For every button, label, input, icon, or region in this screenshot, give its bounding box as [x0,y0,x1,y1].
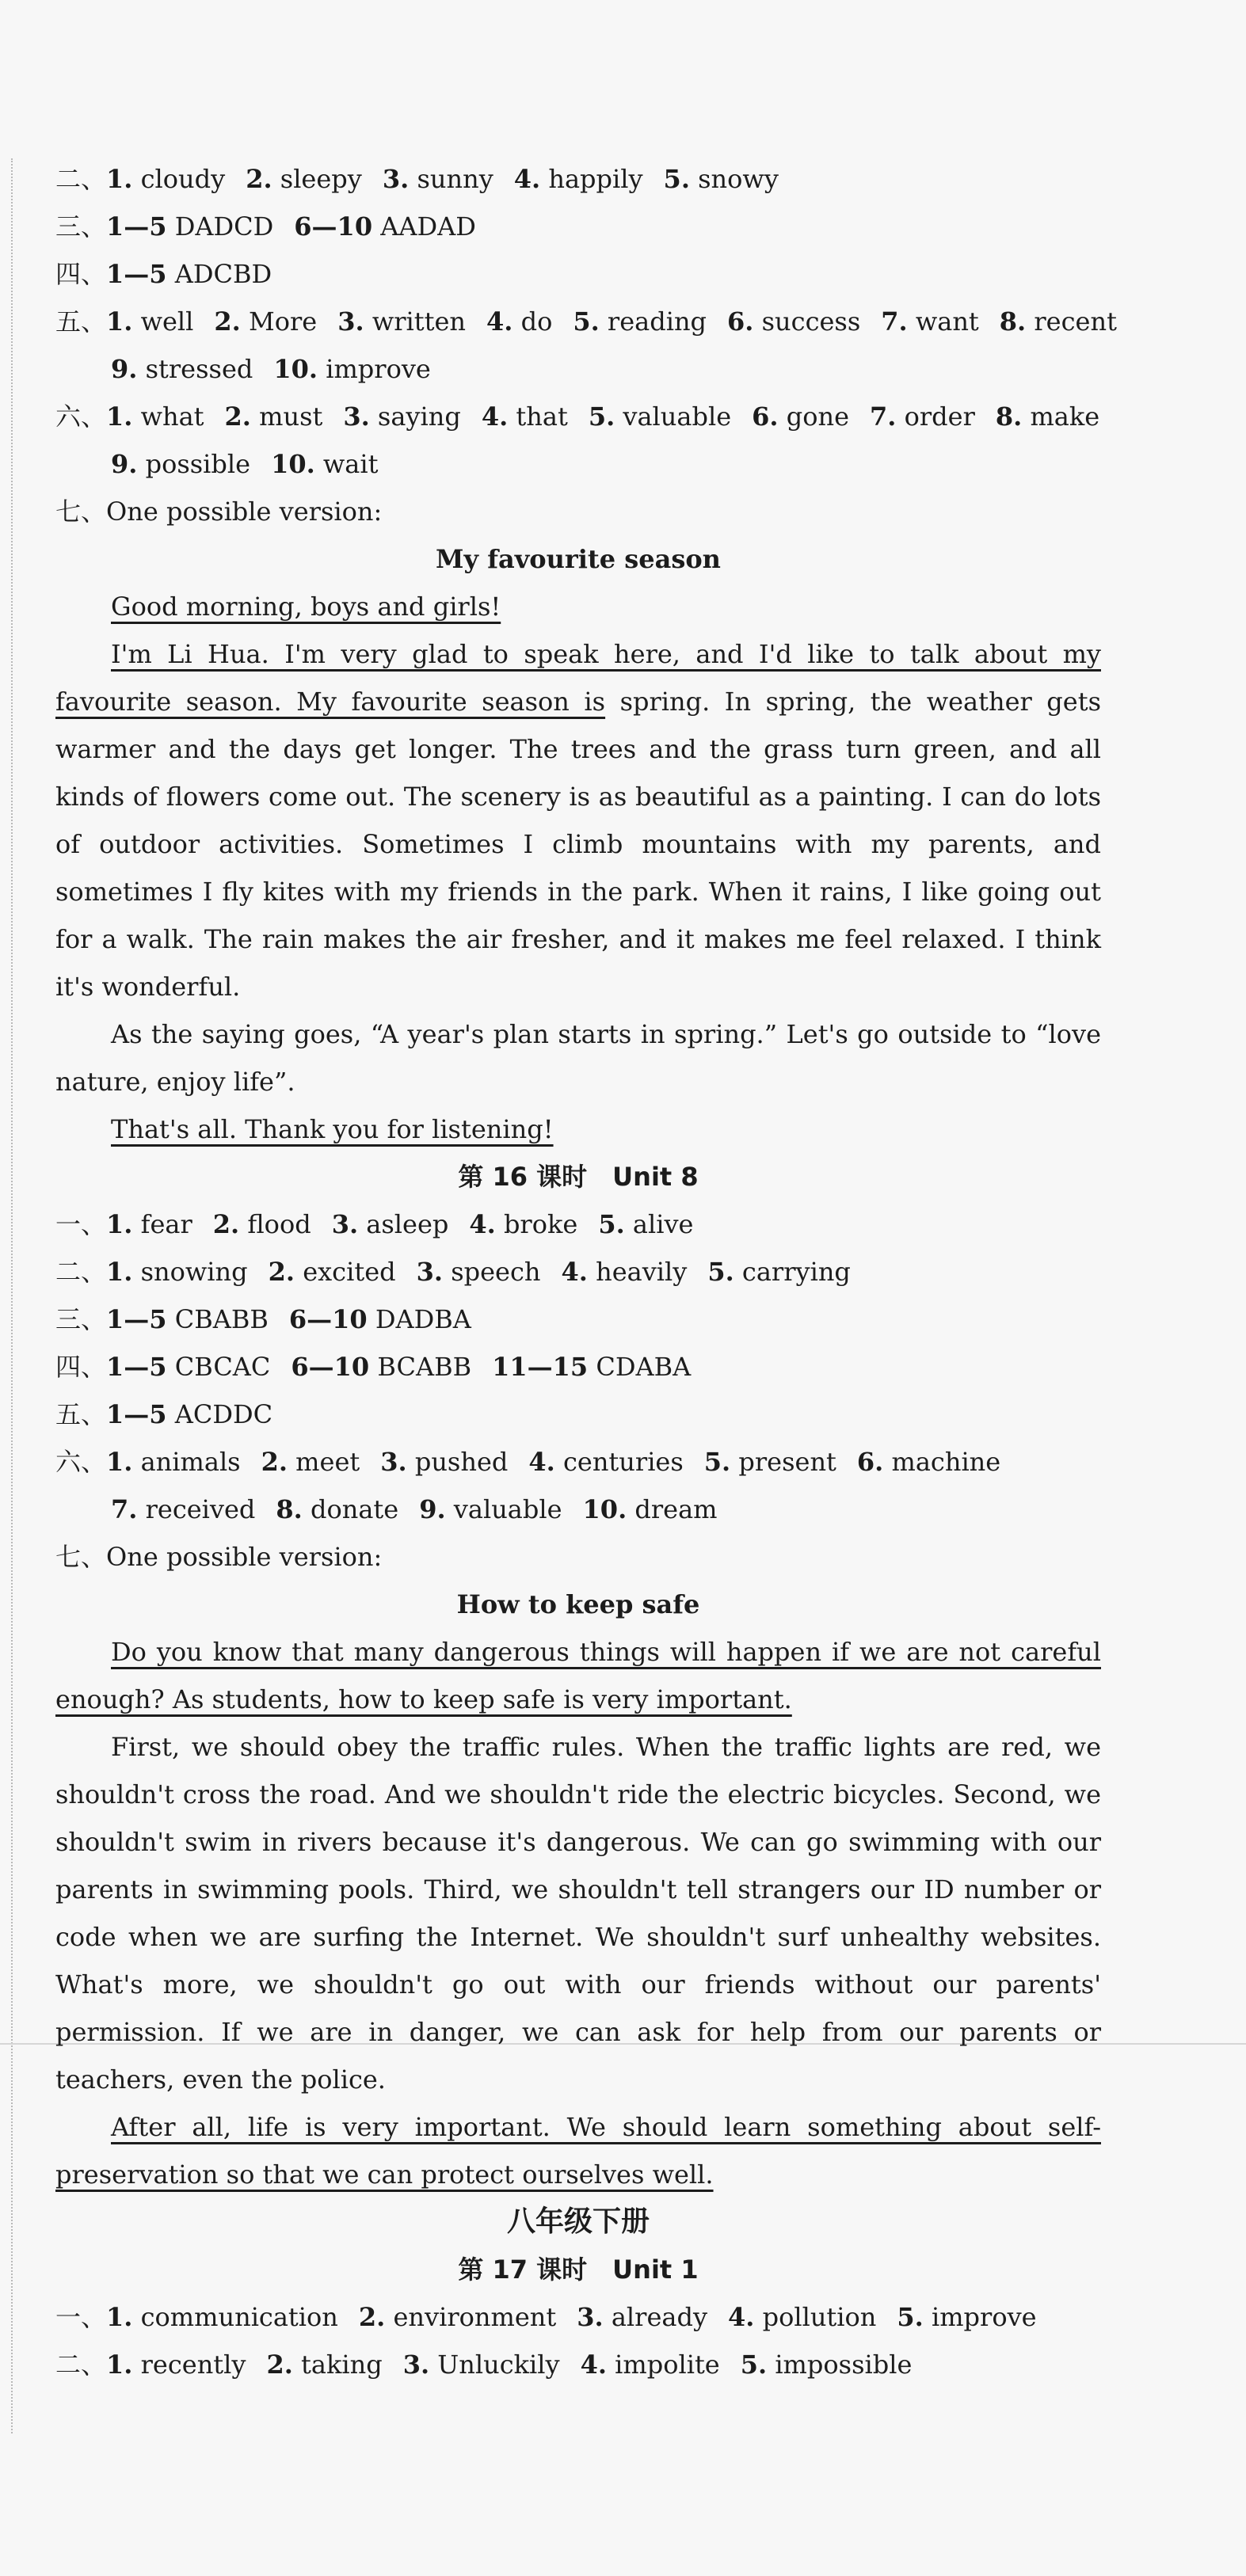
answer-number: 1. [106,2350,133,2380]
answer-number: 2. [261,1447,288,1477]
answer-text: saying [377,401,461,432]
answer-number: 2. [358,2302,386,2332]
answer-number: 8. [999,306,1027,337]
answer-number: 9. [111,449,138,479]
answer-number: 1—5 [106,1352,167,1382]
answer-number: 3. [416,1257,444,1287]
question-group-label: 二、 [55,164,107,194]
question-group-label: 五、 [55,1399,107,1429]
answer-line [55,1343,1101,1391]
answer-item [598,1209,693,1239]
answer-text: communication [140,2302,338,2332]
answer-text: Unluckily [437,2350,560,2380]
answer-text: CBCAC [174,1352,271,1382]
answer-text: taking [301,2350,383,2380]
answer-number: 4. [513,164,541,194]
answer-text: impossible [775,2350,913,2380]
answer-item [106,1257,248,1287]
answer-line [55,1391,1101,1438]
answer-number: 3. [577,2302,604,2332]
answer-number: 3. [382,164,410,194]
answer-number: 3. [337,306,364,337]
answer-text: speech [451,1257,541,1287]
essay2-intro-line [55,1533,1101,1581]
answer-text: order [904,401,975,432]
answer-text: well [140,306,194,337]
answer-text: sleepy [280,164,362,194]
answer-text: what [140,401,204,432]
question-group-label: 六、 [55,1447,107,1477]
answer-text: centuries [562,1447,684,1477]
answer-item [266,2350,382,2380]
answer-item [246,164,362,194]
answer-text: written [372,306,466,337]
answer-text: success [761,306,861,337]
answer-number: 1. [106,401,133,432]
answer-number: 4. [469,1209,496,1239]
question-group-label: 一、 [55,2302,107,2332]
answer-number: 6—10 [294,211,373,242]
answer-line [55,345,1101,393]
answer-number: 5. [573,306,600,337]
answer-number: 3. [402,2350,430,2380]
answer-text: make [1030,401,1100,432]
question-group-label: 二、 [55,1257,107,1287]
answer-number: 6. [727,306,754,337]
answer-item [106,259,272,289]
essay1-p2-underlined: I'm Li Hua. I'm very glad to speak here, and I'd like to talk about my favourite season. My favourite season is [55,639,1101,717]
answer-item [897,2302,1036,2332]
answer-item [492,1352,691,1382]
lesson-16-title: 第 16 课时 Unit 8 [458,1162,699,1192]
answer-text: reading [607,306,707,337]
answer-line [55,2341,1101,2388]
answer-item [589,401,731,432]
answer-text: BCABB [377,1352,472,1382]
answer-number: 5. [703,1447,731,1477]
answer-number: 2. [214,306,241,337]
answer-item [383,164,493,194]
answer-text: DADBA [375,1304,471,1334]
answer-item [106,1399,272,1429]
question-group-label: 一、 [55,1209,107,1239]
answer-text: received [145,1494,256,1524]
answer-number: 4. [728,2302,755,2332]
answer-number: 5. [663,164,690,194]
essay1-p2-rest: spring. In spring, the weather gets warmer and the days get longer. The trees and the grass turn green, and all kinds of flowers come out. The scenery is as beautiful as a painting. I can do lots of outdoor activities. Sometimes I climb mountains with my parents, and sometimes I fly kites with my friends in the park. When it rains, I like going out for a walk. The rain makes the air fresher, and it makes me feel relaxed. I think it's wonderful. [55,687,1102,1002]
answer-text: More [248,306,318,337]
answer-text: meet [295,1447,360,1477]
essay1-paragraph-2 [55,630,1101,1010]
answer-item [213,1209,311,1239]
answer-item [996,401,1099,432]
answer-item [106,2302,338,2332]
answer-number: 1. [106,164,133,194]
answer-number: 1. [106,306,133,337]
answer-number: 5. [897,2302,924,2332]
answer-item [106,1209,192,1239]
answer-number: 1. [106,2302,133,2332]
answer-number: 3. [380,1447,407,1477]
answer-item [276,1494,398,1524]
answer-item [106,401,204,432]
answer-item [707,1257,851,1287]
essay1-label: 七、 [55,497,107,527]
answer-text: want [915,306,979,337]
answer-number: 9. [111,354,138,384]
answer-item [728,2302,876,2332]
answer-number: 7. [881,306,908,337]
answer-text: fear [140,1209,192,1239]
answer-number: 10. [273,354,318,384]
answer-section-lesson16 [55,1200,1101,1533]
answer-number: 2. [224,401,251,432]
answer-item [106,1352,270,1382]
answer-text: flood [247,1209,311,1239]
answer-item [528,1447,683,1477]
answer-number: 10. [582,1494,627,1524]
answer-text: snowy [698,164,779,194]
essay1-intro: One possible version: [106,497,383,527]
answer-item [111,1494,255,1524]
essay2-paragraph-3: After all, life is very important. We should learn something about self-preservation so that we can protect ourselves well. [55,2112,1101,2190]
answer-text: happily [548,164,643,194]
question-group-label: 四、 [55,259,107,289]
answer-item [106,306,193,337]
answer-text: wait [322,449,379,479]
answer-number: 6—10 [288,1304,368,1334]
answer-item [269,1257,396,1287]
question-group-label: 二、 [55,2350,107,2380]
answer-section-lesson15 [55,155,1117,488]
answer-text: AADAD [380,211,476,242]
answer-text: impolite [615,2350,720,2380]
question-group-label: 四、 [55,1352,107,1382]
answer-text: animals [140,1447,241,1477]
answer-item [486,306,552,337]
question-group-label: 三、 [55,1304,107,1334]
answer-number: 10. [271,449,315,479]
question-group-label: 三、 [55,211,107,242]
answer-number: 2. [268,1257,295,1287]
answer-item [273,354,430,384]
question-group-label: 六、 [55,401,107,432]
answer-line [55,1296,1101,1343]
answer-item [271,449,378,479]
answer-text: stressed [145,354,253,384]
answer-number: 1. [106,1257,133,1287]
answer-text: cloudy [140,164,226,194]
answer-number: 5. [707,1257,734,1287]
answer-item [289,1304,471,1334]
essay2-paragraph-2: First, we should obey the traffic rules. When the traffic lights are red, we shouldn't cross the road. And we shouldn't ride the electric bicycles. Second, we shouldn't swim in rivers because it's dangerous. We can go swimming with our parents in swimming pools. Third, we shouldn't tell strangers our ID number or code when we are surfing the Internet. We shouldn't surf unhealthy websites. What's more, we shouldn't go out with our friends without our parents' permission. If we are in danger, we can ask for help from our parents or teachers, even the police. [55,1732,1101,2095]
answer-item [359,2302,556,2332]
essay2-intro: One possible version: [106,1542,383,1572]
answer-text: dream [634,1494,718,1524]
answer-number: 4. [528,1447,555,1477]
answer-number: 2. [246,164,272,194]
answer-section-lesson17 [55,2293,1101,2388]
answer-text: gone [786,401,849,432]
answer-text: CBABB [174,1304,269,1334]
answer-number: 9. [419,1494,446,1524]
answer-number: 5. [598,1209,625,1239]
essay1-paragraph-3: As the saying goes, “A year's plan starts in spring.” Let's go outside to “love nature, enjoy life”. [55,1019,1101,1097]
answer-number: 1—5 [106,211,167,242]
answer-item [291,1352,471,1382]
answer-item [1000,306,1117,337]
grade-title: 八年级下册 [506,2205,650,2238]
answer-content [55,155,1117,2388]
essay1-intro-line [55,488,1101,535]
answer-text: donate [310,1494,399,1524]
answer-number: 7. [870,401,897,432]
binding-dotted-line [11,158,13,2433]
answer-item [294,211,476,242]
answer-text: pollution [762,2302,877,2332]
answer-line [55,250,1101,298]
answer-line [55,155,1101,203]
answer-number: 8. [995,401,1023,432]
answer-item [727,306,860,337]
answer-item [419,1494,562,1524]
answer-item [581,2350,720,2380]
answer-line [55,203,1101,250]
answer-item [111,354,253,384]
answer-number: 7. [111,1494,138,1524]
answer-text: asleep [366,1209,449,1239]
answer-number: 8. [276,1494,303,1524]
answer-item [261,1447,360,1477]
answer-line [55,1248,1101,1296]
answer-text: environment [393,2302,557,2332]
answer-item [469,1209,577,1239]
answer-number: 6. [856,1447,884,1477]
answer-number: 1—5 [106,259,167,289]
answer-text: sunny [417,164,493,194]
answer-item [482,401,568,432]
answer-item [664,164,779,194]
answer-line [55,1438,1101,1486]
answer-item [870,401,975,432]
essay2-label: 七、 [55,1542,107,1572]
answer-line [55,2293,1101,2341]
answer-text: heavily [596,1257,688,1287]
answer-item [214,306,317,337]
answer-number: 2. [266,2350,293,2380]
answer-number: 3. [331,1209,359,1239]
answer-text: DADCD [174,211,274,242]
answer-text: do [520,306,553,337]
essay1-paragraph-1: Good morning, boys and girls! [111,592,501,622]
answer-text: ACDDC [174,1399,273,1429]
answer-number: 1. [106,1447,133,1477]
answer-number: 1—5 [106,1304,167,1334]
answer-number: 4. [580,2350,607,2380]
answer-item [106,1304,269,1334]
answer-text: ADCBD [174,259,272,289]
answer-item [343,401,460,432]
answer-text: carrying [741,1257,851,1287]
answer-item [106,1447,241,1477]
answer-text: already [611,2302,708,2332]
essay2-paragraph-1: Do you know that many dangerous things will happen if we are not careful enough? As students, how to keep safe is very important. [55,1637,1101,1714]
lesson-17-title: 第 17 课时 Unit 1 [458,2254,699,2285]
answer-text: pushed [414,1447,509,1477]
answer-text: CDABA [596,1352,692,1382]
answer-text: recently [140,2350,246,2380]
answer-item [403,2350,560,2380]
answer-number: 5. [740,2350,768,2380]
answer-text: excited [303,1257,396,1287]
answer-number: 6. [752,401,779,432]
answer-number: 1. [106,1209,133,1239]
answer-line [55,1486,1101,1533]
answer-number: 11—15 [492,1352,589,1382]
answer-item [111,449,250,479]
answer-text: must [259,401,323,432]
answer-item [417,1257,541,1287]
answer-item [881,306,979,337]
answer-line [55,393,1101,440]
answer-number: 3. [343,401,370,432]
answer-item [380,1447,508,1477]
answer-text: possible [145,449,251,479]
answer-item [106,2350,246,2380]
answer-item [857,1447,1000,1477]
answer-text: improve [931,2302,1037,2332]
answer-text: broke [503,1209,578,1239]
question-group-label: 五、 [55,306,107,337]
essay1-paragraph-4: That's all. Thank you for listening! [111,1114,554,1144]
answer-number: 6—10 [291,1352,370,1382]
answer-text: alive [632,1209,694,1239]
answer-line [55,440,1101,488]
answer-text: present [738,1447,836,1477]
answer-text: snowing [140,1257,248,1287]
essay2-title: How to keep safe [456,1589,700,1619]
answer-number: 4. [486,306,513,337]
answer-item [337,306,466,337]
answer-item [741,2350,913,2380]
answer-text: valuable [623,401,732,432]
answer-line [55,1200,1101,1248]
answer-item [332,1209,449,1239]
essay1-title: My favourite season [436,544,721,574]
answer-item [704,1447,836,1477]
answer-item [562,1257,688,1287]
answer-item [106,164,225,194]
answer-text: that [516,401,568,432]
answer-item [577,2302,707,2332]
answer-number: 2. [212,1209,240,1239]
answer-line [55,298,1117,345]
answer-number: 5. [588,401,615,432]
answer-item [106,211,273,242]
answer-item [225,401,323,432]
answer-item [514,164,643,194]
answer-text: improve [326,354,431,384]
answer-text: machine [891,1447,1001,1477]
answer-text: valuable [453,1494,562,1524]
answer-number: 4. [561,1257,588,1287]
answer-number: 4. [481,401,509,432]
answer-item [573,306,707,337]
answer-item [583,1494,718,1524]
answer-number: 1—5 [106,1399,167,1429]
answer-text: recent [1034,306,1117,337]
answer-item [752,401,849,432]
